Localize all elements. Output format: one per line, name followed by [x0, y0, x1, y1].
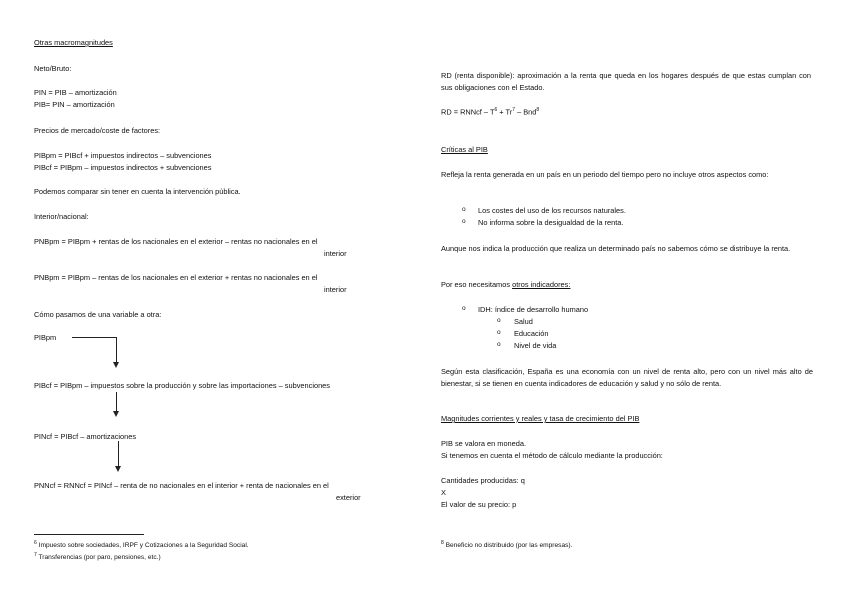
- rd-sup-7: 7: [512, 107, 516, 113]
- footnote-8-number: 8: [441, 540, 444, 546]
- idh-sub-item-salud: Salud: [514, 317, 533, 326]
- magnitudes-title: Magnitudes corrientes y reales y tasa de crecimiento del PIB: [441, 414, 640, 423]
- footnote-6-text: Impuesto sobre sociedades, IRPF y Cotizaciones a la Seguridad Social.: [38, 542, 249, 550]
- poreso-text-a: Por eso necesitamos: [441, 280, 513, 289]
- flow-step-pnncf: PNNcf = RNNcf = PINcf – renta de no nacionales en el interior + renta de nacionales en el: [34, 481, 329, 490]
- footnote-7: [34, 552, 161, 561]
- bullet-icon: o: [462, 218, 466, 225]
- bullet-icon: o: [497, 317, 501, 324]
- flow-connector-v1: [116, 337, 117, 363]
- neto-bruto-heading: Neto/Bruto:: [34, 64, 72, 73]
- pin-formula: PIN = PIB – amortización: [34, 88, 117, 97]
- flow-step-pnncf-cont: exterior: [336, 493, 361, 502]
- pib-moneda-text: PIB se valora en moneda.: [441, 439, 527, 448]
- pnbpm-formula-2-cont: interior: [324, 285, 347, 294]
- flow-step-pibcf: PIBcf = PIBpm – impuestos sobre la producción y sobre las importaciones – subvenciones: [34, 381, 330, 390]
- otros-indicadores-link: otros indicadores:: [512, 280, 571, 289]
- footnote-6-number: 6: [34, 540, 37, 546]
- rd-formula: [441, 107, 539, 116]
- arrow-down-icon: [113, 362, 119, 368]
- precio-text: El valor de su precio: p: [441, 500, 517, 509]
- footnote-6: [34, 540, 249, 549]
- footnote-7-text: Transferencias (por paro, pensiones, etc.): [38, 554, 161, 562]
- como-heading: Cómo pasamos de una variable a otra:: [34, 310, 162, 319]
- bullet-icon: o: [462, 206, 466, 213]
- bullet-icon: o: [497, 341, 501, 348]
- pibcf-formula: PIBcf = PIBpm – impuestos indirectos + subvenciones: [34, 163, 212, 172]
- pib-formula: PIB= PIN – amortización: [34, 100, 115, 109]
- rd-definition: RD (renta disponible): aproximación a la renta que queda en los hogares después de que estas cumplan con sus obligaciones con el Estado.: [441, 71, 811, 92]
- pnbpm-formula-2: PNBpm = PIBpm – rentas de los nacionales en el exterior + rentas no nacionales en el: [34, 273, 318, 282]
- bullet-icon: o: [497, 329, 501, 336]
- bullet-icon: o: [462, 305, 466, 312]
- comparar-text: Podemos comparar sin tener en cuenta la intervención pública.: [34, 187, 241, 196]
- criticas-text: Refleja la renta generada en un país en un periodo del tiempo pero no incluye otros aspectos como:: [441, 170, 769, 179]
- idh-item: IDH: índice de desarrollo humano: [478, 305, 589, 314]
- criticas-item-1: Los costes del uso de los recursos naturales.: [478, 206, 626, 215]
- interior-heading: Interior/nacional:: [34, 212, 89, 221]
- x-symbol: X: [441, 488, 446, 497]
- flow-connector-v3: [118, 441, 119, 467]
- rd-formula-part-c: – Bnd: [515, 107, 537, 117]
- arrow-down-icon: [115, 466, 121, 472]
- cantidades-text: Cantidades producidas: q: [441, 476, 525, 485]
- rd-formula-part-b: + Tr: [497, 107, 513, 117]
- pibpm-formula: PIBpm = PIBcf + impuestos indirectos – subvenciones: [34, 151, 212, 160]
- flow-step-pincf: PINcf = PIBcf – amortizaciones: [34, 432, 137, 441]
- footnote-7-number: 7: [34, 552, 37, 558]
- rd-formula-part-a: RD = RNNcf – T: [441, 107, 495, 117]
- idh-sub-item-educacion: Educación: [514, 329, 549, 338]
- footnote-8: [441, 540, 572, 549]
- rd-sup-6: 6: [494, 107, 498, 113]
- segun-text: Según esta clasificación, España es una economía con un nivel de renta alto, pero con un nivel más alto de bienestar, si se tienen en cuenta indicadores de educación y salud y no sólo de renta.: [441, 367, 813, 388]
- flow-connector-h1: [72, 337, 116, 338]
- poreso-text: [441, 280, 570, 289]
- idh-sub-item-nivel: Nivel de vida: [514, 341, 557, 350]
- flow-step-pibpm: PIBpm: [34, 333, 57, 342]
- footnote-separator: [34, 534, 144, 535]
- rd-sup-8: 8: [536, 107, 540, 113]
- criticas-title: Críticas al PIB: [441, 145, 488, 154]
- precios-heading: Precios de mercado/coste de factores:: [34, 126, 161, 135]
- section-title-otras-macromagnitudes: Otras macromagnitudes: [34, 38, 113, 47]
- footnote-8-text: Beneficio no distribuido (por las empresas).: [445, 542, 573, 550]
- criticas-item-2: No informa sobre la desigualdad de la renta.: [478, 218, 624, 227]
- aunque-text: Aunque nos indica la producción que realiza un determinado país no sabemos cómo se distribuye la renta.: [441, 244, 791, 253]
- si-tenemos-text: Si tenemos en cuenta el método de cálculo mediante la producción:: [441, 451, 663, 460]
- pnbpm-formula-1: PNBpm = PIBpm + rentas de los nacionales en el exterior – rentas no nacionales en el: [34, 237, 318, 246]
- flow-connector-v2: [116, 392, 117, 412]
- arrow-down-icon: [113, 411, 119, 417]
- pnbpm-formula-1-cont: interior: [324, 249, 347, 258]
